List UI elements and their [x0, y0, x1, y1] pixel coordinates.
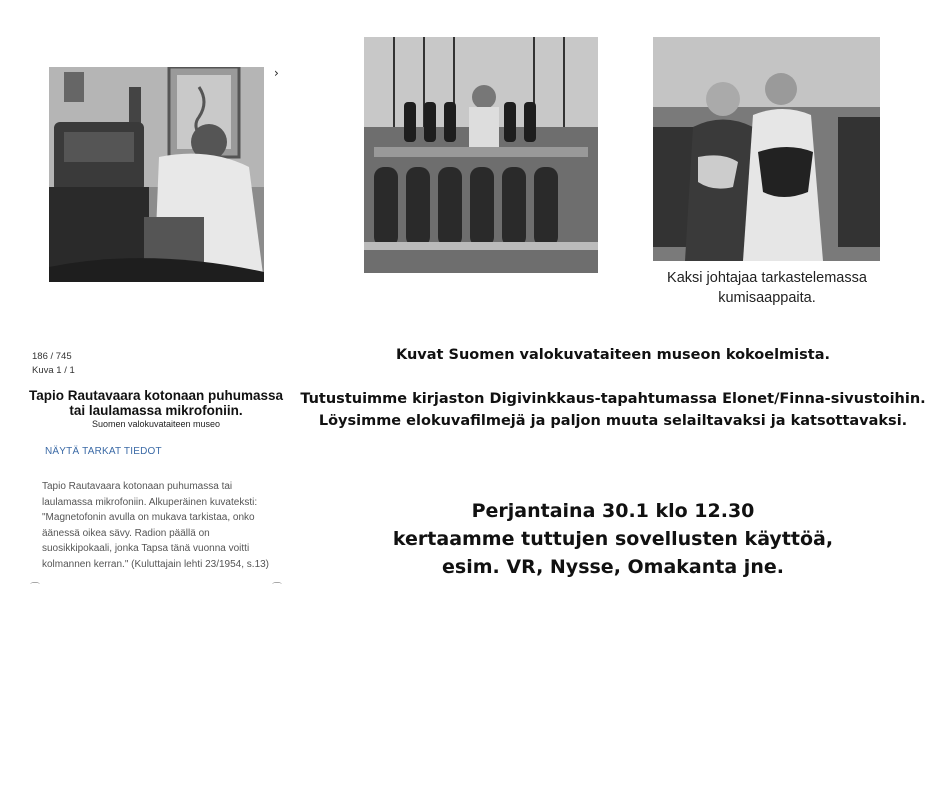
corner-right-icon: ⌒	[272, 583, 282, 594]
findings-text: Löysimme elokuvafilmejä ja paljon muuta selailtavaksi ja katsottavaksi.	[318, 413, 908, 429]
show-details-link[interactable]: NÄYTÄ TARKAT TIEDOT	[45, 446, 162, 457]
photo-man-with-microphone	[49, 67, 264, 282]
image-index: Kuva 1 / 1	[32, 365, 75, 376]
record-counter	[32, 350, 75, 378]
photo-two-directors	[653, 37, 880, 261]
radio-photo-illustration	[49, 67, 264, 282]
next-event-examples: esim. VR, Nysse, Omakanta jne.	[442, 556, 784, 578]
next-event-date: Perjantaina 30.1 klo 12.30	[471, 500, 755, 522]
directors-photo-caption: Kaksi johtajaa tarkastelemassa kumisaappaita.	[667, 270, 867, 306]
corner-left-icon: ⌒	[30, 583, 40, 594]
record-position: 186 / 745	[32, 351, 72, 362]
event-description: Tutustuimme kirjaston Digivinkkaus-tapahtumassa Elonet/Finna-sivustoihin.	[300, 391, 926, 407]
next-event-topic: kertaamme tuttujen sovellusten käyttöä,	[392, 528, 834, 550]
collection-credit: Kuvat Suomen valokuvataiteen museon kokoelmista.	[396, 347, 830, 363]
chevron-right-icon: ›	[274, 66, 279, 80]
finna-screenshot-panel	[26, 346, 286, 594]
record-description: Tapio Rautavaara kotonaan puhumassa tai laulamassa mikrofoniin. Alkuperäinen kuvateksti: "Magnetofonin avulla on mukava tarkistaa, onko äänessä oikea sävy. Radion päällä on suosikkipokaali, jonka Tapsa tänä vuonna voitti kolmannen kerran." (Kuluttajain lehti 23/1954, s.13)	[42, 481, 270, 570]
record-museum: Suomen valokuvataiteen museo	[91, 419, 221, 429]
directors-photo-illustration	[653, 37, 880, 261]
photo-boot-factory	[364, 37, 598, 273]
record-title: Tapio Rautavaara kotonaan puhumassa tai laulamassa mikrofoniin.	[28, 388, 284, 418]
factory-photo-illustration	[364, 37, 598, 273]
